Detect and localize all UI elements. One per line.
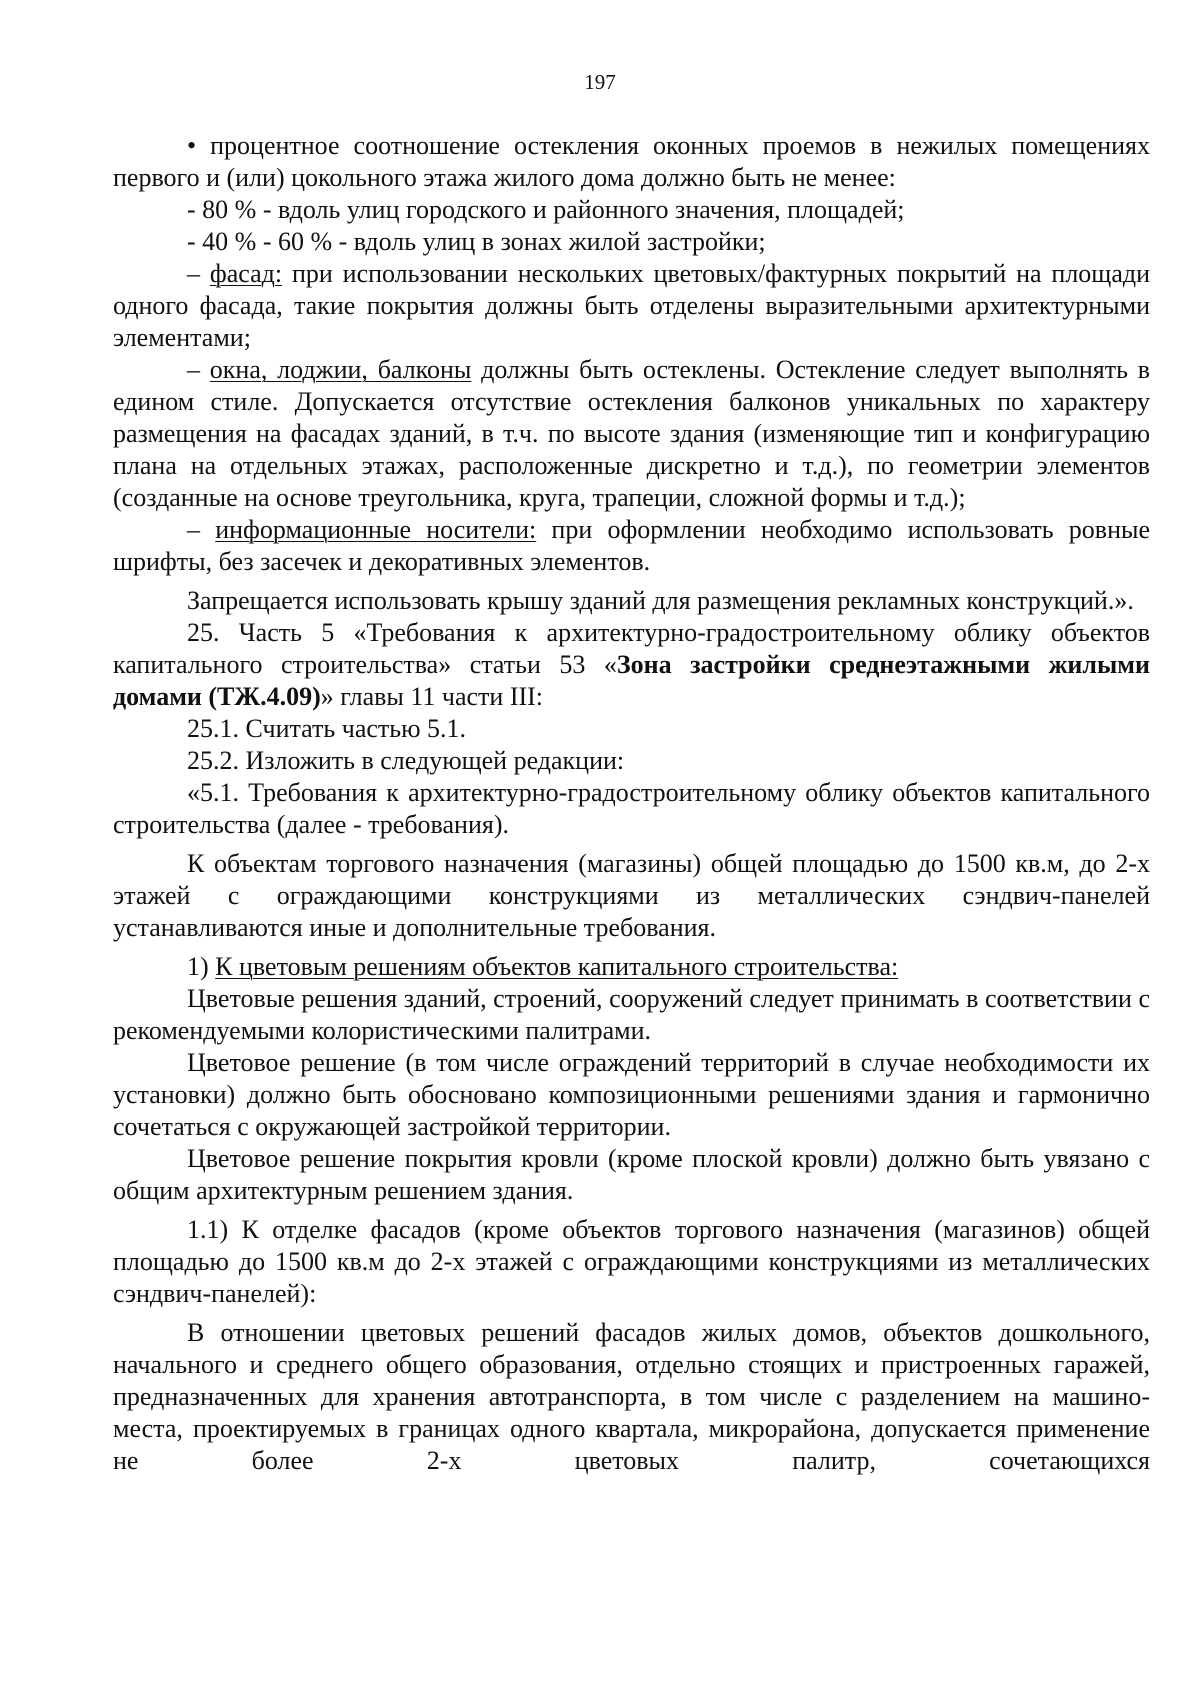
info-text: при оформлении необходимо использовать ровные шрифты, без засечек и декоративных элементов. [113, 515, 1150, 576]
facade-prefix: – [187, 259, 210, 288]
paragraph-info-carriers [113, 514, 1150, 578]
paragraph-facade-finishing: 1.1) К отделке фасадов (кроме объектов торгового назначения (магазинов) общей площадью до 1500 кв.м до 2-х этажей с ограждающими конструкциями из металлических сэндвич-панелей): [113, 1215, 1150, 1308]
facade-term: фасад: [209, 259, 283, 288]
paragraph-glazing-ratio: • процентное соотношение остекления оконных проемов в нежилых помещениях первого и (или) цокольного этажа жилого дома должно быть не менее: [113, 131, 1150, 192]
paragraph-glazing-80: - 80 % - вдоль улиц городского и районного значения, площадей; [187, 195, 905, 224]
windows-term: окна, лоджии, балконы [209, 355, 472, 384]
facade-text: при использовании нескольких цветовых/фактурных покрытий на площади одного фасада, такие покрытия должны быть отделены выразительными архитектурными элементами; [113, 259, 1151, 352]
paragraph-facade-palettes: В отношении цветовых решений фасадов жилых домов, объектов дошкольного, начального и среднего общего образования, отдельно стоящих и пристроенных гаражей, предназначенных для хранения автотранспорта, в том числе с разделением на машино-места, проектируемых в границах одного квартала, микрорайона, допускается применение не более 2-х цветовых палитр, сочетающихся [113, 1318, 1150, 1475]
paragraph-windows-balconies [113, 354, 1150, 514]
windows-text: должны быть остеклены. Остекление следует выполнять в едином стиле. Допускается отсутствие остекления балконов уникальных по характеру размещения на фасадах зданий, в т.ч. по высоте здания (изменяющие тип и конфигурацию плана на отдельных этажах, расположенные дискретно и т.д.), по геометрии элементов (созданные на основе треугольника, круга, трапеции, сложной формы и т.д.); [113, 355, 1151, 512]
document-body [113, 130, 1150, 1477]
item-25-zone: Зона застройки среднеэтажными жилыми домами (ТЖ.4.09) [113, 650, 1150, 711]
paragraph-trade-objects: К объектам торгового назначения (магазины) общей площадью до 1500 кв.м, до 2-х этажей с ограждающими конструкциями из металлических сэндвич-панелей устанавливаются иные и дополнительные требования. [113, 849, 1150, 942]
paragraph-item-25-2: 25.2. Изложить в следующей редакции: [187, 746, 625, 775]
paragraph-color-fences: Цветовое решение (в том числе ограждений территорий в случае необходимости их установки) должно быть обосновано композиционными решениями здания и гармонично сочетаться с окружающей застройкой территории. [113, 1048, 1150, 1141]
info-term: информационные носители: [215, 515, 537, 544]
paragraph-item-25-1: 25.1. Считать частью 5.1. [187, 714, 467, 743]
paragraph-color-heading [113, 951, 1150, 983]
windows-prefix: – [187, 355, 210, 384]
color-heading-term: К цветовым решениям объектов капитального строительства: [215, 952, 899, 981]
info-prefix: – [187, 515, 216, 544]
paragraph-section-5-1: «5.1. Требования к архитектурно-градостроительному облику объектов капитального строительства (далее - требования). [113, 778, 1150, 839]
paragraph-color-palettes: Цветовые решения зданий, строений, сооружений следует принимать в соответствии с рекомендуемыми колористическими палитрами. [113, 984, 1150, 1045]
paragraph-item-25 [113, 617, 1150, 713]
item-25-before: 25. Часть 5 «Требования к архитектурно-градостроительному облику объектов капитального строительства» статьи 53 « [113, 618, 1150, 679]
paragraph-roof-ads: Запрещается использовать крышу зданий для размещения рекламных конструкций.». [187, 586, 1134, 615]
item-25-after: » главы 11 части III: [320, 682, 544, 711]
page-number: 197 [584, 70, 616, 94]
paragraph-glazing-40-60: - 40 % - 60 % - вдоль улиц в зонах жилой застройки; [187, 227, 766, 256]
color-heading-prefix: 1) [187, 952, 216, 981]
paragraph-facade [113, 258, 1150, 354]
paragraph-roof-color: Цветовое решение покрытия кровли (кроме плоской кровли) должно быть увязано с общим архитектурным решением здания. [113, 1144, 1150, 1205]
